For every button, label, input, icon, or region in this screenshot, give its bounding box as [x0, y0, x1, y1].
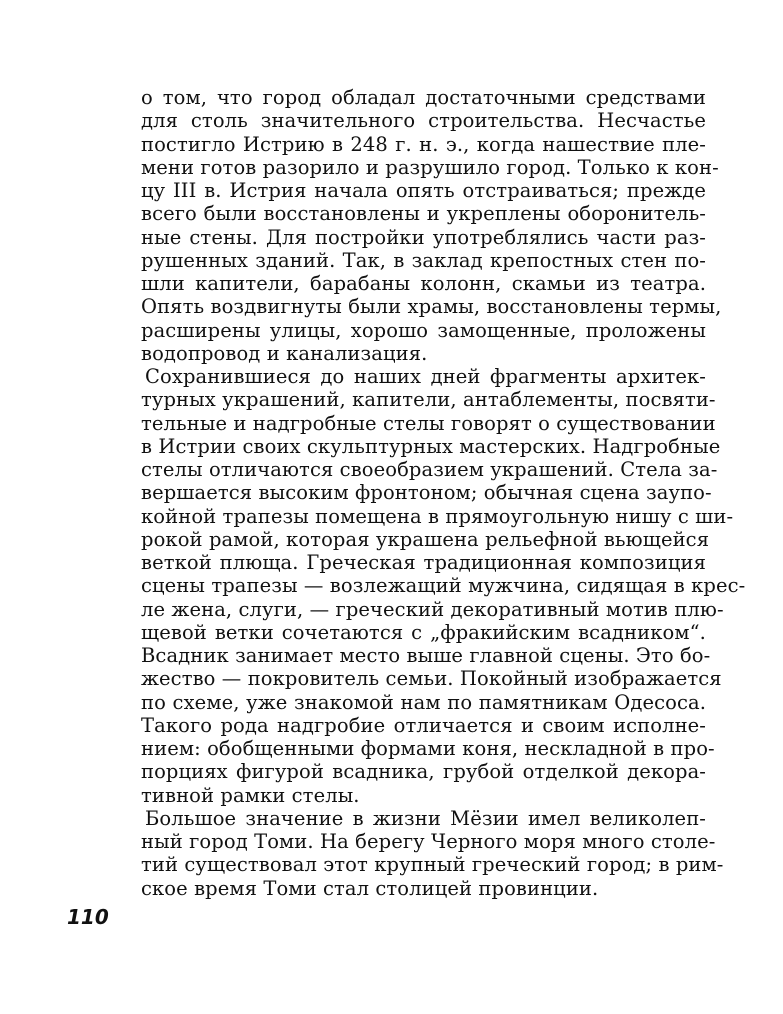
text-line: для столь значительного строительства. Несчастье: [141, 109, 706, 133]
text-line: веткой плюща. Греческая традиционная композиция: [141, 551, 706, 574]
text-line: турных украшений, капители, антаблементы, посвяти-: [141, 388, 716, 412]
text-line: Всадник занимает место выше главной сцены. Это бо-: [141, 644, 711, 667]
text-line: цу III в. Истрия начала опять отстраиваться; прежде: [141, 179, 706, 202]
text-line: постигло Истрию в 248 г. н. э., когда нашествие пле-: [141, 132, 706, 156]
text-line: щевой ветки сочетаются с „фракийским всадником“.: [141, 620, 706, 644]
body-text: [141, 86, 746, 900]
text-line: ское время Томи стал столицей провинции.: [141, 876, 599, 900]
text-line: Опять воздвигнуты были храмы, восстановлены термы,: [141, 295, 722, 319]
text-line: в Истрии своих скульптурных мастерских. Надгробные: [141, 434, 721, 458]
text-line: тельные и надгробные стелы говорят о существовании: [141, 411, 716, 435]
text-line: порциях фигурой всадника, грубой отделкой декора-: [141, 760, 706, 784]
text-line: жество — покровитель семьи. Покойный изображается: [141, 667, 722, 691]
text-line: вершается высоким фронтоном; обычная сцена заупо-: [141, 481, 712, 505]
text-line: ные стены. Для постройки употреблялись части раз-: [141, 225, 706, 249]
text-line: водопровод и канализация.: [141, 341, 428, 365]
text-line: сцены трапезы — возлежащий мужчина, сидящая в крес-: [141, 574, 746, 598]
text-line: о том, что город обладал достаточными средствами: [141, 86, 706, 109]
text-line: Большое значение в жизни Мёзии имел великолеп-: [145, 806, 706, 830]
text-line: тий существовал этот крупный греческий город; в рим-: [141, 853, 724, 877]
text-line: рушенных зданий. Так, в заклад крепостных стен по-: [141, 248, 706, 272]
text-line: нием: обобщенными формами коня, нескладной в про-: [141, 737, 715, 760]
text-line: стелы отличаются своеобразием украшений. Стела за-: [141, 458, 718, 481]
text-line: Сохранившиеся до наших дней фрагменты архитек-: [145, 365, 706, 388]
text-line: Такого рода надгробие отличается и своим исполне-: [141, 713, 706, 737]
text-line: расширены улицы, хорошо замощенные, проложены: [141, 318, 706, 342]
text-line: шли капители, барабаны колонн, скамьи из театра.: [141, 272, 706, 295]
text-line: ле жена, слуги, — греческий декоративный мотив плю-: [141, 597, 724, 621]
text-line: тивной рамки стелы.: [141, 783, 360, 807]
text-line: рокой рамой, которая украшена рельефной вьющейся: [141, 527, 710, 551]
text-line: койной трапезы помещена в прямоугольную нишу с ши-: [141, 504, 734, 528]
text-line: ный город Томи. На берегу Черного моря много столе-: [141, 830, 716, 853]
text-line: мени готов разорило и разрушило город. Только к кон-: [141, 155, 719, 179]
page-number: 110: [67, 905, 109, 929]
text-line: всего были восстановлены и укреплены оборонитель-: [141, 202, 706, 226]
text-line: по схеме, уже знакомой нам по памятникам Одесоса.: [141, 690, 706, 714]
